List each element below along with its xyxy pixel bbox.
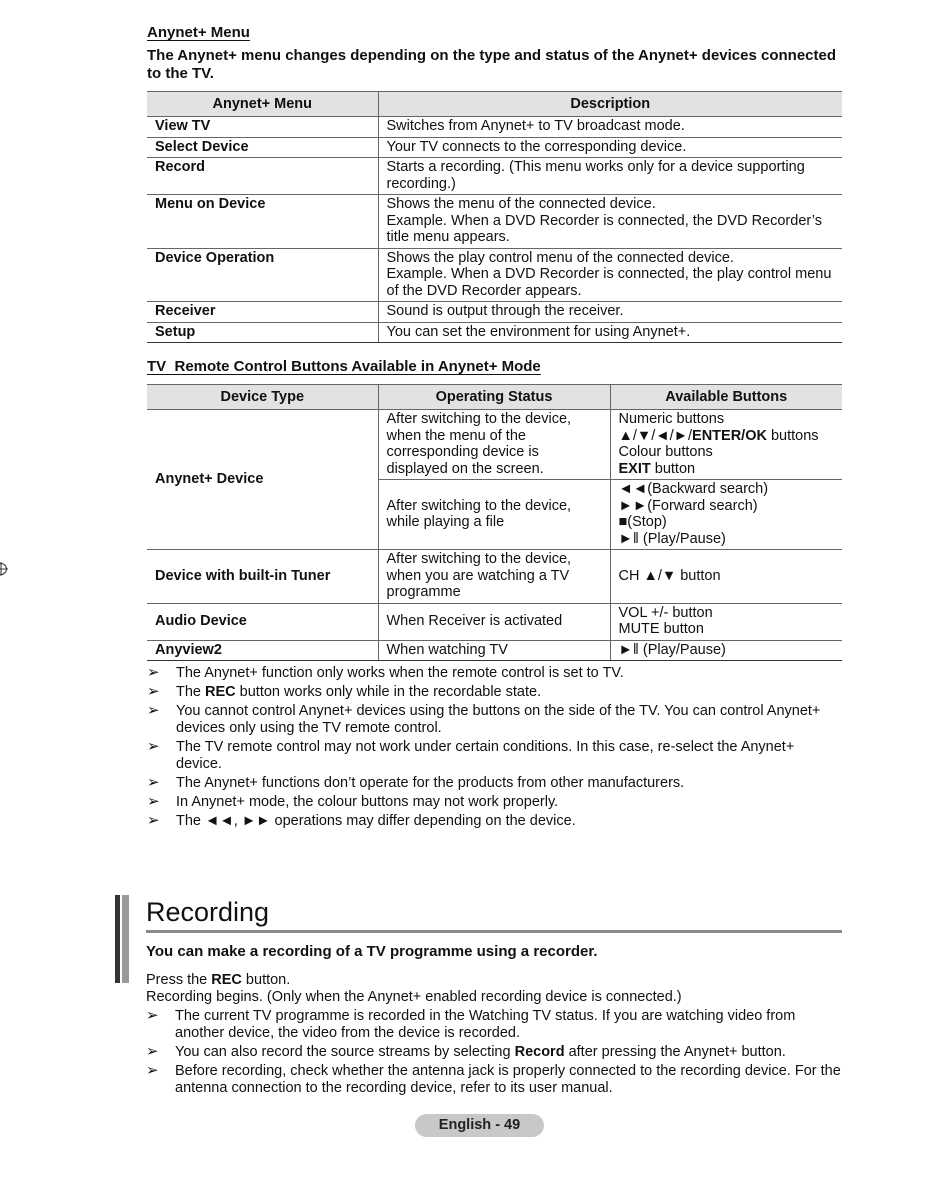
menu-cell: Record: [147, 158, 378, 195]
status-cell: When watching TV: [378, 640, 610, 661]
list-item: ➢ The Anynet+ functions don’t operate for the products from other manufacturers.: [147, 774, 685, 791]
press-rec-line: Press the REC button.: [146, 972, 291, 988]
table-row: [147, 195, 842, 249]
exit-text: EXIT: [618, 460, 651, 477]
table-row: [147, 410, 842, 480]
table-header-row: [147, 92, 842, 117]
note-arrow-icon: ➢: [147, 702, 160, 719]
desc-cell: You can set the environment for using Anynet+.: [378, 322, 842, 343]
table-row: [147, 302, 842, 323]
device-type-cell: Device with built-in Tuner: [147, 550, 378, 604]
enter-ok-text: ENTER/OK: [692, 427, 767, 444]
recording-notes-list: [146, 1008, 842, 1097]
buttons-line: [619, 461, 835, 478]
play-pause-line: ►‖ (Play/Pause): [618, 530, 726, 547]
desc-line: Example. When a DVD Recorder is connected, the DVD Recorder’s title menu appears.: [386, 212, 822, 245]
menu-cell: View TV: [147, 117, 378, 138]
anynet-menu-intro: The Anynet+ menu changes depending on the type and status of the Anynet+ devices connected to the TV.: [147, 47, 837, 82]
menu-cell: Device Operation: [147, 248, 378, 302]
menu-cell: Menu on Device: [147, 195, 378, 249]
desc-cell: Starts a recording. (This menu works only for a device supporting recording.): [378, 158, 842, 195]
note-arrow-icon: ➢: [147, 683, 160, 700]
header-menu: Anynet+ Menu: [147, 92, 378, 117]
note-arrow-icon: ➢: [147, 793, 160, 810]
buttons-cell: CH ▲/▼ button: [610, 550, 842, 604]
recording-title: Recording: [146, 897, 270, 927]
list-item: ➢ You cannot control Anynet+ devices using the buttons on the side of the TV. You can control Anynet+ devices only using the TV remote control.: [147, 702, 821, 736]
arrow-buttons-text: ▲/▼/◄/►/: [618, 427, 693, 444]
note-arrow-icon: ➢: [146, 1043, 159, 1060]
buttons-line: Colour buttons: [618, 444, 713, 460]
buttons-line: [619, 428, 835, 445]
page-number-badge: English - 49: [415, 1114, 544, 1137]
page-content: [147, 24, 842, 832]
buttons-suffix: button: [650, 460, 696, 477]
menu-cell: Receiver: [147, 302, 378, 323]
list-item: ➢ The ◄◄, ►► operations may differ depending on the device.: [147, 812, 576, 829]
buttons-cell: [610, 480, 842, 550]
table-header-row: [147, 385, 842, 410]
anynet-menu-table: [147, 91, 842, 343]
forward-search-line: ►►(Forward search): [618, 497, 758, 514]
table-row: [147, 322, 842, 343]
list-item: ➢ In Anynet+ mode, the colour buttons may not work properly.: [147, 793, 559, 810]
table-row: [147, 137, 842, 158]
anynet-menu-title: Anynet+ Menu: [147, 24, 250, 41]
desc-cell: Sound is output through the receiver.: [378, 302, 842, 323]
buttons-line: VOL +/- button: [618, 604, 713, 621]
section-marker-bar: [115, 895, 131, 983]
desc-line: Example. When a DVD Recorder is connected, the play control menu of the DVD Recorder appears.: [386, 266, 832, 299]
desc-cell: Your TV connects to the corresponding device.: [378, 137, 842, 158]
list-item: ➢ The current TV programme is recorded in the Watching TV status. If you are watching video from another device, the video from the device is recorded.: [146, 1007, 796, 1041]
device-type-cell: Anyview2: [147, 640, 378, 661]
buttons-cell: [610, 603, 842, 640]
menu-cell: Select Device: [147, 137, 378, 158]
table-row: [147, 603, 842, 640]
device-type-cell: Anynet+ Device: [147, 410, 378, 550]
table-row: [147, 640, 842, 661]
note-arrow-icon: ➢: [146, 1007, 159, 1024]
stop-line: ■(Stop): [618, 514, 667, 530]
table-row: [147, 158, 842, 195]
desc-cell: Switches from Anynet+ to TV broadcast mode.: [378, 117, 842, 138]
desc-line: Shows the menu of the connected device.: [386, 196, 656, 212]
table-row: [147, 550, 842, 604]
notes-list: [147, 665, 842, 830]
buttons-cell: ►‖ (Play/Pause): [610, 640, 842, 661]
note-arrow-icon: ➢: [147, 738, 160, 755]
desc-cell: [378, 195, 842, 249]
buttons-suffix: buttons: [766, 427, 819, 444]
header-operating-status: Operating Status: [378, 385, 610, 410]
list-item: ➢ You can also record the source streams by selecting Record after pressing the Anynet+ button.: [146, 1043, 786, 1060]
note-arrow-icon: ➢: [147, 812, 160, 829]
recording-body: [146, 972, 842, 1099]
recording-intro: You can make a recording of a TV programme using a recorder.: [146, 943, 598, 960]
status-cell: After switching to the device, when you are watching a TV programme: [378, 550, 610, 604]
device-type-cell: Audio Device: [147, 603, 378, 640]
title-underline: [146, 930, 842, 933]
list-item: ➢ The TV remote control may not work under certain conditions. In this case, re-select the Anynet+ device.: [147, 738, 795, 772]
header-available-buttons: Available Buttons: [610, 385, 842, 410]
registration-mark-icon: [0, 562, 8, 576]
list-item: ➢ Before recording, check whether the antenna jack is properly connected to the recording device. For the antenna connection to the recording device, refer to its user manual.: [146, 1062, 841, 1096]
status-cell: When Receiver is activated: [378, 603, 610, 640]
table-row: [147, 117, 842, 138]
note-arrow-icon: ➢: [147, 774, 160, 791]
note-arrow-icon: ➢: [146, 1062, 159, 1079]
backward-search-line: ◄◄(Backward search): [618, 481, 769, 497]
buttons-line: Numeric buttons: [618, 411, 725, 427]
buttons-cell: [610, 410, 842, 480]
desc-cell: [378, 248, 842, 302]
list-item: ➢ The Anynet+ function only works when the remote control is set to TV.: [147, 664, 624, 681]
header-device-type: Device Type: [147, 385, 378, 410]
remote-buttons-title: TV Remote Control Buttons Available in Anynet+ Mode: [147, 358, 541, 375]
remote-buttons-table: [147, 384, 842, 661]
status-cell: After switching to the device, when the menu of the corresponding device is displayed on the screen.: [378, 410, 610, 480]
list-item: ➢ The REC button works only while in the recordable state.: [147, 683, 542, 700]
recording-begins-line: Recording begins. (Only when the Anynet+ enabled recording device is connected.): [146, 989, 682, 1005]
menu-cell: Setup: [147, 322, 378, 343]
note-arrow-icon: ➢: [147, 664, 160, 681]
desc-line: Shows the play control menu of the connected device.: [386, 249, 734, 266]
buttons-line: MUTE button: [618, 621, 704, 637]
header-description: Description: [378, 92, 842, 117]
table-row: [147, 248, 842, 302]
status-cell: After switching to the device, while playing a file: [378, 480, 610, 550]
